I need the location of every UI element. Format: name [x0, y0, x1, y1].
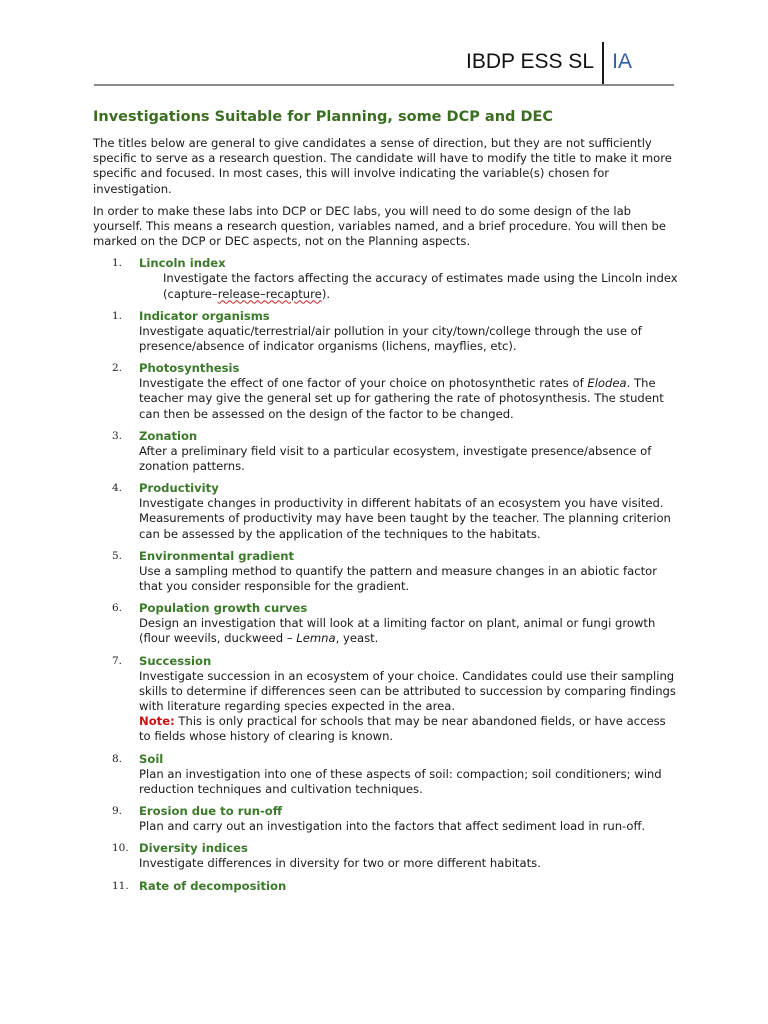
list-item [93, 256, 678, 301]
list-item [93, 879, 678, 894]
intro-paragraph-1: The titles below are general to give candidates a sense of direction, but they are not sufficiently specific to serve as a research question. The candidate will have to modify the title to make it more specific and focused. In most cases, this will involve indicating the variable(s) chosen for investigation. [93, 136, 672, 196]
list-number: 5. [112, 549, 123, 562]
item-body: Plan an investigation into one of these aspects of soil: compaction; soil conditioners; wind reduction techniques and cultivation techniques. [139, 766, 662, 796]
item-title: Succession [139, 653, 212, 668]
list-number: 10. [112, 842, 129, 855]
item-title: Productivity [139, 481, 219, 496]
list-number: 9. [112, 805, 123, 818]
item-title: Zonation [139, 428, 198, 443]
list-item [93, 804, 678, 834]
item-title: Population growth curves [139, 601, 308, 616]
intro-paragraph-2: In order to make these labs into DCP or DEC labs, you will need to do some design of the lab yourself. This means a research question, variables named, and a brief procedure. You will then be marked on the DCP or DEC aspects, not on the Planning aspects. [93, 203, 667, 249]
item-body: Investigate aquatic/terrestrial/air pollution in your city/town/college through the use of presence/absence of indicator organisms (lichens, mayflies, etc). [139, 323, 642, 354]
item-body: Design an investigation that will look at a limiting factor on plant, animal or fungi growth (flour weevils, duckweed – Lemna, yeast. [139, 616, 656, 646]
list-item [93, 429, 678, 474]
item-title: Soil [139, 751, 164, 766]
species-name: Elodea [587, 376, 627, 391]
item-body: Plan and carry out an investigation into the factors that affect sediment load in run-off. [139, 819, 646, 834]
list-number: 8. [112, 752, 123, 765]
list-number: 2. [112, 362, 123, 375]
list-item [93, 601, 678, 646]
note-label: Note: [139, 714, 175, 729]
item-title: Diversity indices [139, 841, 248, 856]
list-item [93, 549, 678, 594]
item-body: Investigate the effect of one factor of your choice on photosynthetic rates of Elodea. The teacher may give the general set up for gathering the rate of photosynthesis. The student can then be assessed on the design of the factor to be changed. [139, 376, 664, 421]
list-number: 4. [112, 482, 123, 495]
list-item [93, 654, 678, 745]
item-body: After a preliminary field visit to a particular ecosystem, investigate presence/absence of zonation patterns. [139, 443, 652, 474]
item-title: Indicator organisms [139, 308, 270, 323]
list-number: 3. [112, 429, 123, 442]
spelling-flag: release–recapture [217, 286, 322, 301]
header-divider [602, 42, 604, 84]
list-item [93, 752, 678, 797]
list-number: 11. [112, 879, 129, 892]
item-body: Investigate changes in productivity in different habitats of an ecosystem you have visited. Measurements of productivity may have been taught by the teacher. The planning criterion can be assessed by the application of the techniques to the habitats. [139, 496, 671, 541]
item-title: Photosynthesis [139, 361, 240, 376]
item-note: Note: This is only practical for schools that may be near abandoned fields, or have access to fields whose history of clearing is known. [139, 714, 666, 744]
document-body [93, 108, 678, 901]
list-number: 6. [112, 602, 123, 615]
page-header [94, 42, 674, 86]
document-title: Investigations Suitable for Planning, some DCP and DEC [93, 109, 554, 125]
item-title: Environmental gradient [139, 548, 294, 563]
list-item [93, 309, 678, 354]
list-item [93, 841, 678, 871]
list-item [93, 361, 678, 422]
item-body: Investigate the factors affecting the accuracy of estimates made using the Lincoln index (capture–release–recapture). [163, 271, 678, 301]
item-title: Rate of decomposition [139, 878, 287, 893]
species-name: Lemna [296, 631, 336, 646]
item-title: Lincoln index [139, 256, 226, 271]
list-number: 1. [112, 309, 123, 322]
header-tag: IA [612, 50, 632, 73]
list-item [93, 481, 678, 542]
list-number: 1. [112, 257, 123, 270]
item-body: Investigate succession in an ecosystem of your choice. Candidates could use their sampling skills to determine if differences seen can be attributed to succession by comparing findings with literature regarding species expected in the area. [139, 668, 676, 714]
item-body: Use a sampling method to quantify the pattern and measure changes in an abiotic factor that you consider responsible for the gradient. [139, 563, 657, 594]
list-number: 7. [112, 654, 123, 667]
item-title: Erosion due to run-off [139, 804, 283, 819]
header-title: IBDP ESS SL [465, 50, 594, 73]
item-body: Investigate differences in diversity for two or more different habitats. [139, 856, 541, 871]
